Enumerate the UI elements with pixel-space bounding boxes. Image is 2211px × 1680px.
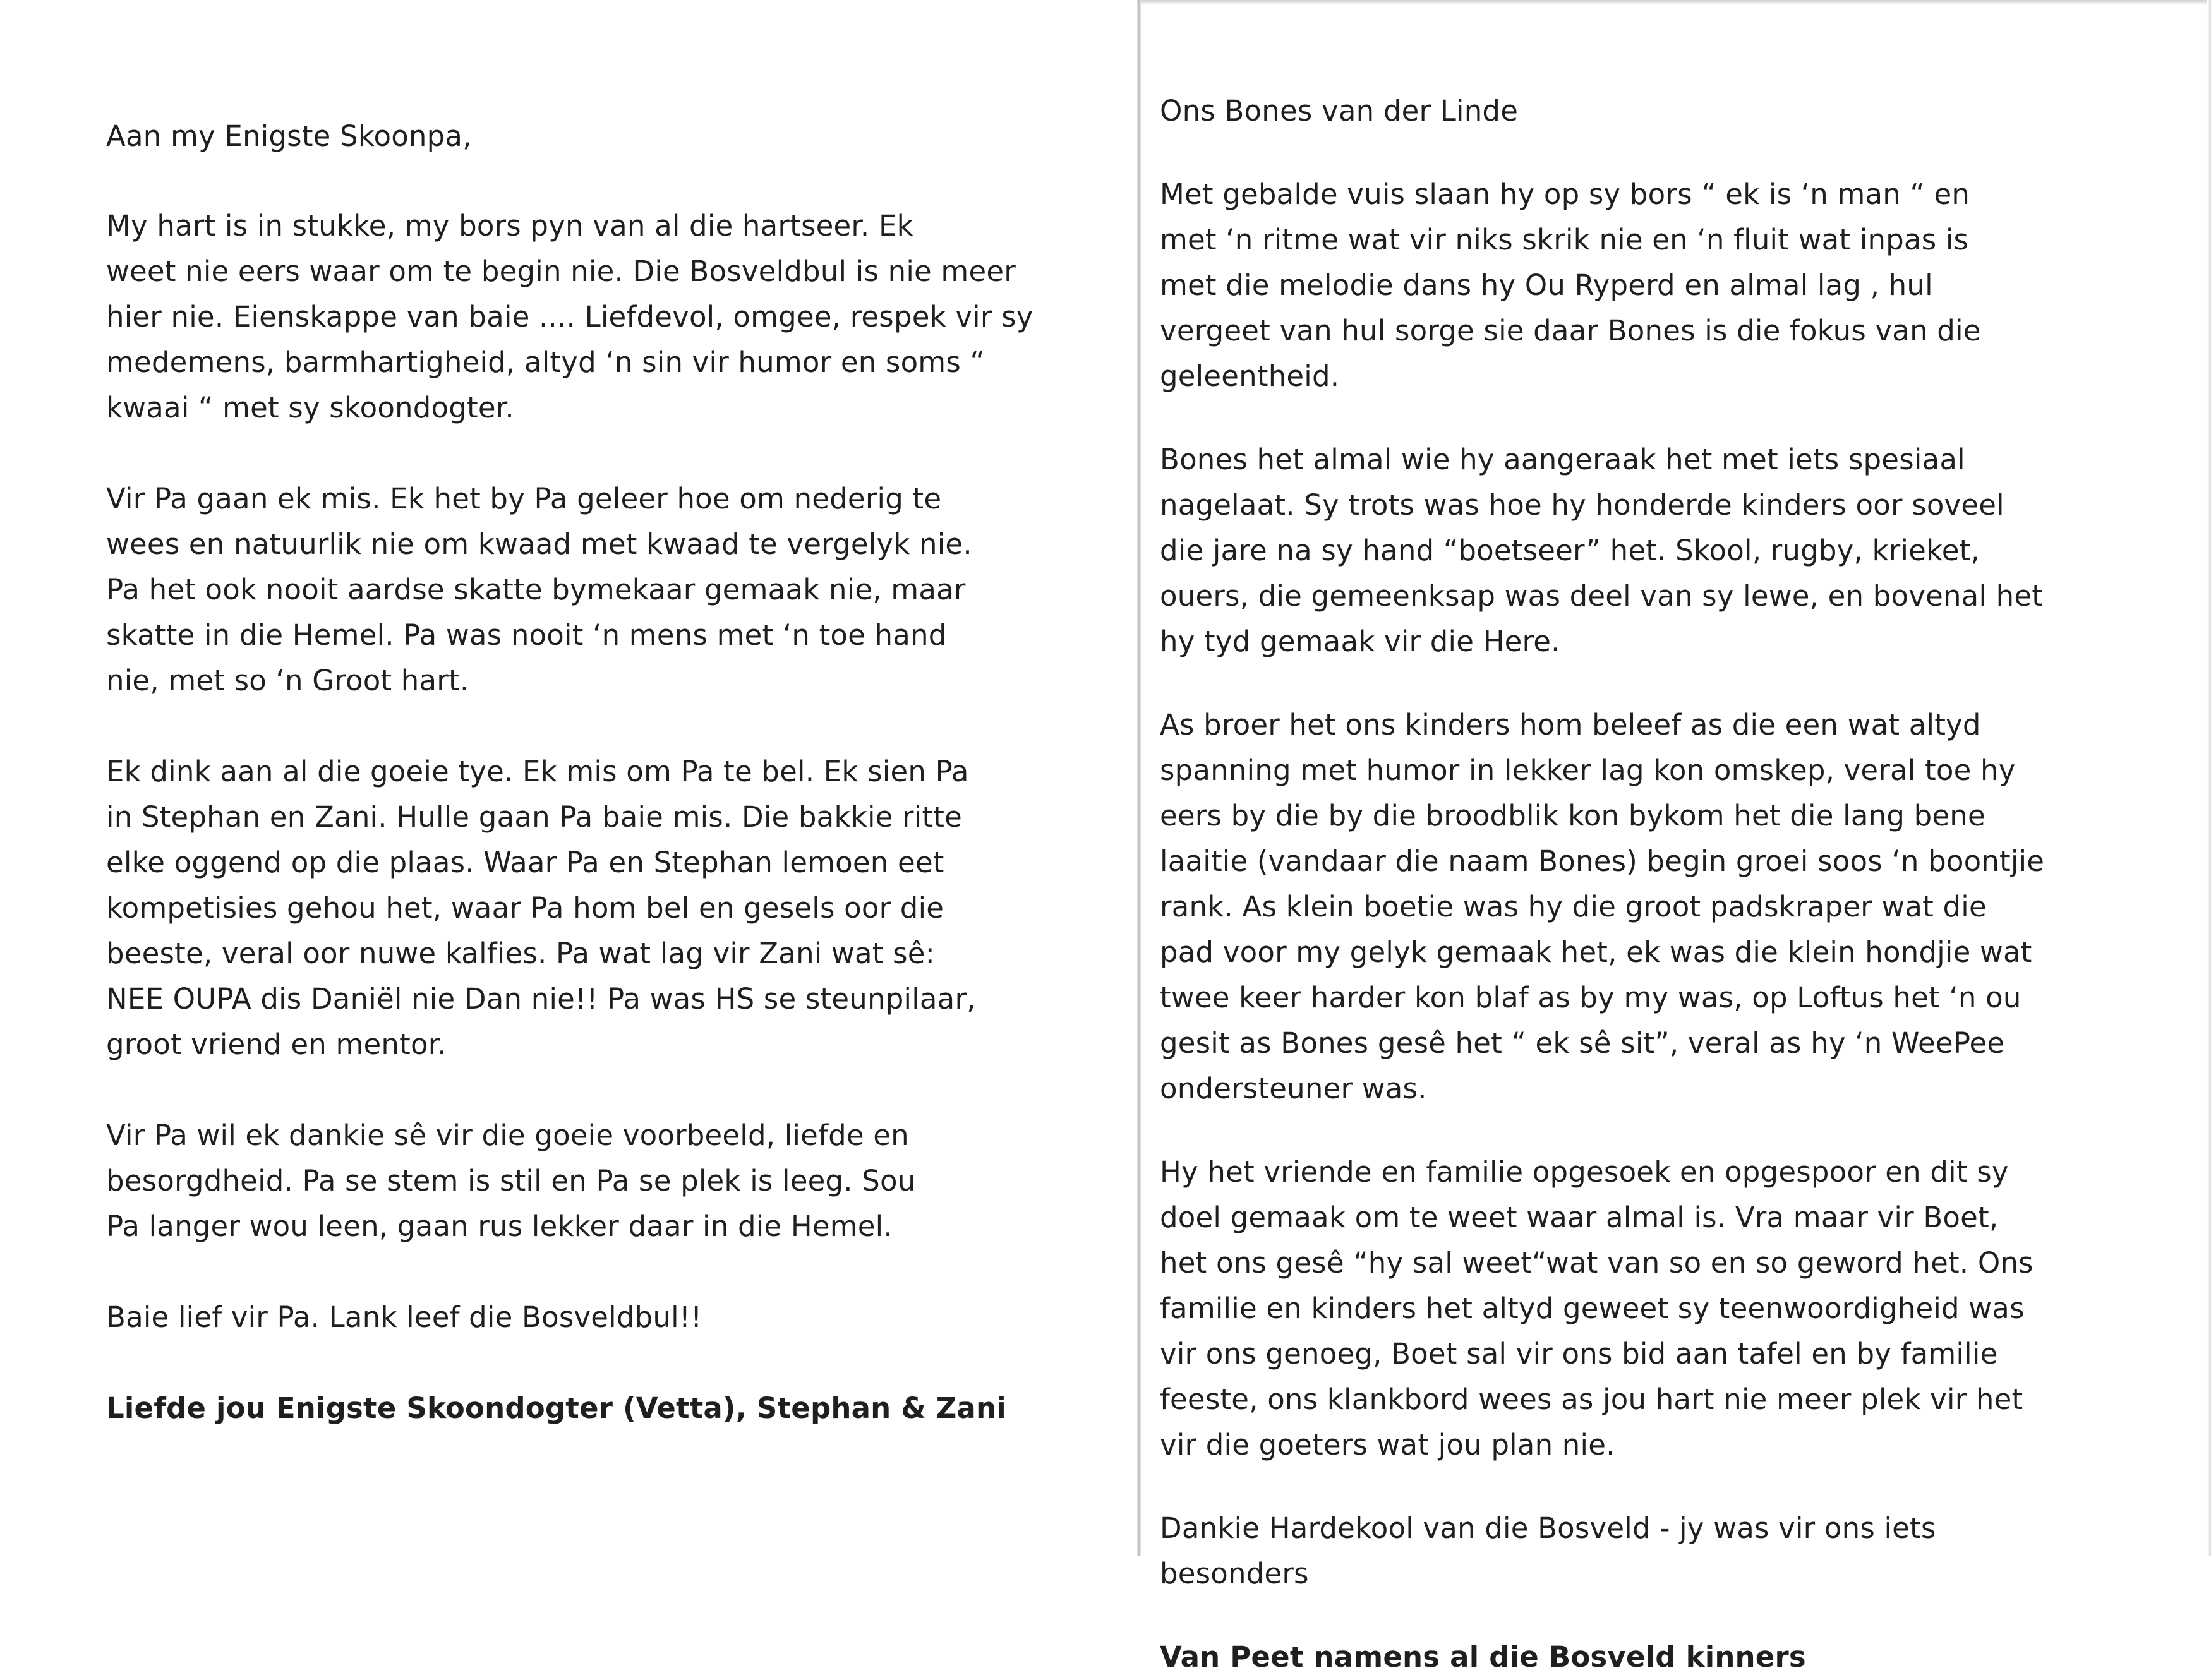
right-paragraph-3 — [1160, 702, 2211, 1112]
text-line: groot vriend en mentor. — [106, 1028, 447, 1061]
left-paragraph-2 — [106, 476, 1137, 704]
text-line: besorgdheid. Pa se stem is stil en Pa se plek is leeg. Sou — [106, 1164, 916, 1197]
text-line: doel gemaak om te weet waar almal is. Vra maar vir Boet, — [1160, 1201, 1999, 1234]
text-line: feeste, ons klankbord wees as jou hart nie meer plek vir het — [1160, 1383, 2023, 1416]
right-paragraph-5 — [1160, 1506, 2211, 1597]
text-line: in Stephan en Zani. Hulle gaan Pa baie mis. Die bakkie ritte — [106, 800, 963, 834]
text-line: skatte in die Hemel. Pa was nooit ‘n mens met ‘n toe hand — [106, 618, 947, 652]
text-line: met ‘n ritme wat vir niks skrik nie en ‘n fluit wat inpas is — [1160, 223, 1969, 256]
text-line: Pa langer wou leen, gaan rus lekker daar in die Hemel. — [106, 1209, 893, 1243]
text-line: het ons gesê “hy sal weet“wat van so en so geword het. Ons — [1160, 1246, 2033, 1280]
right-signature: Van Peet namens al die Bosveld kinners — [1160, 1640, 1806, 1674]
left-paragraph-3 — [106, 749, 1137, 1067]
page-edge-top — [1141, 0, 2211, 5]
text-line: Dankie Hardekool van die Bosveld - jy was vir ons iets — [1160, 1511, 1936, 1545]
text-line: Baie lief vir Pa. Lank leef die Bosveldbul!! — [106, 1300, 702, 1334]
text-line: met die melodie dans hy Ou Ryperd en almal lag , hul — [1160, 268, 1933, 302]
text-line: die jare na sy hand “boetseer” het. Skool, rugby, krieket, — [1160, 534, 1980, 567]
text-line: pad voor my gelyk gemaak het, ek was die klein hondjie wat — [1160, 935, 2032, 969]
left-paragraph-1 — [106, 203, 1137, 431]
left-page — [0, 0, 1137, 1556]
text-line: eers by die by die broodblik kon bykom het die lang bene — [1160, 799, 1985, 832]
left-paragraph-4 — [106, 1113, 1137, 1249]
text-line: hy tyd gemaak vir die Here. — [1160, 625, 1560, 658]
text-line: ouers, die gemeenksap was deel van sy lewe, en bovenal het — [1160, 579, 2044, 613]
text-line: Met gebalde vuis slaan hy op sy bors “ ek is ‘n man “ en — [1160, 177, 1970, 211]
text-line: Vir Pa gaan ek mis. Ek het by Pa geleer hoe om nederig te — [106, 482, 942, 515]
left-paragraph-5 — [106, 1295, 1137, 1340]
letter-salutation: Aan my Enigste Skoonpa, — [106, 119, 472, 153]
right-paragraph-4 — [1160, 1149, 2211, 1468]
text-line: rank. As klein boetie was hy die groot padskraper wat die — [1160, 890, 1987, 923]
right-paragraph-1 — [1160, 172, 2211, 399]
text-line: vergeet van hul sorge sie daar Bones is die fokus van die — [1160, 314, 1981, 347]
text-line: My hart is in stukke, my bors pyn van al die hartseer. Ek — [106, 209, 913, 243]
text-line: besonders — [1160, 1557, 1309, 1590]
text-line: familie en kinders het altyd geweet sy teenwoordigheid was — [1160, 1292, 2025, 1325]
text-line: vir die goeters wat jou plan nie. — [1160, 1428, 1615, 1461]
text-line: medemens, barmhartigheid, altyd ‘n sin vir humor en soms “ — [106, 345, 985, 379]
text-line: Ek dink aan al die goeie tye. Ek mis om Pa te bel. Ek sien Pa — [106, 755, 969, 788]
text-line: As broer het ons kinders hom beleef as die een wat altyd — [1160, 708, 1981, 741]
text-line: elke oggend op die plaas. Waar Pa en Stephan lemoen eet — [106, 846, 944, 879]
text-line: Hy het vriende en familie opgesoek en opgespoor en dit sy — [1160, 1155, 2009, 1189]
text-line: nagelaat. Sy trots was hoe hy honderde kinders oor soveel — [1160, 488, 2004, 522]
text-line: Bones het almal wie hy aangeraak het met iets spesiaal — [1160, 443, 1965, 476]
text-line: kompetisies gehou het, waar Pa hom bel en gesels oor die — [106, 891, 944, 925]
text-line: spanning met humor in lekker lag kon omskep, veral toe hy — [1160, 753, 2016, 787]
text-line: gesit as Bones gesê het “ ek sê sit”, veral as hy ‘n WeePee — [1160, 1026, 2005, 1060]
text-line: Pa het ook nooit aardse skatte bymekaar gemaak nie, maar — [106, 573, 966, 606]
right-page — [1141, 0, 2211, 1674]
left-signature: Liefde jou Enigste Skoondogter (Vetta), Stephan & Zani — [106, 1391, 1006, 1425]
text-line: nie, met so ‘n Groot hart. — [106, 664, 469, 697]
text-line: ondersteuner was. — [1160, 1072, 1427, 1105]
text-line: laaitie (vandaar die naam Bones) begin groei soos ‘n boontjie — [1160, 844, 2045, 878]
page-edge-right — [2207, 0, 2211, 1556]
text-line: NEE OUPA dis Daniël nie Dan nie!! Pa was HS se steunpilaar, — [106, 982, 976, 1016]
text-line: hier nie. Eienskappe van baie .... Liefdevol, omgee, respek vir sy — [106, 300, 1033, 333]
text-line: weet nie eers waar om te begin nie. Die Bosveldbul is nie meer — [106, 255, 1016, 288]
text-line: wees en natuurlik nie om kwaad met kwaad te vergelyk nie. — [106, 527, 972, 561]
text-line: kwaai “ met sy skoondogter. — [106, 391, 514, 424]
text-line: twee keer harder kon blaf as by my was, op Loftus het ‘n ou — [1160, 981, 2021, 1014]
text-line: Vir Pa wil ek dankie sê vir die goeie voorbeeld, liefde en — [106, 1119, 909, 1152]
right-paragraph-2 — [1160, 437, 2211, 664]
text-line: vir ons genoeg, Boet sal vir ons bid aan tafel en by familie — [1160, 1337, 1998, 1371]
page-title: Ons Bones van der Linde — [1160, 94, 1519, 128]
text-line: geleentheid. — [1160, 359, 1340, 393]
text-line: beeste, veral oor nuwe kalfies. Pa wat lag vir Zani wat sê: — [106, 937, 936, 970]
